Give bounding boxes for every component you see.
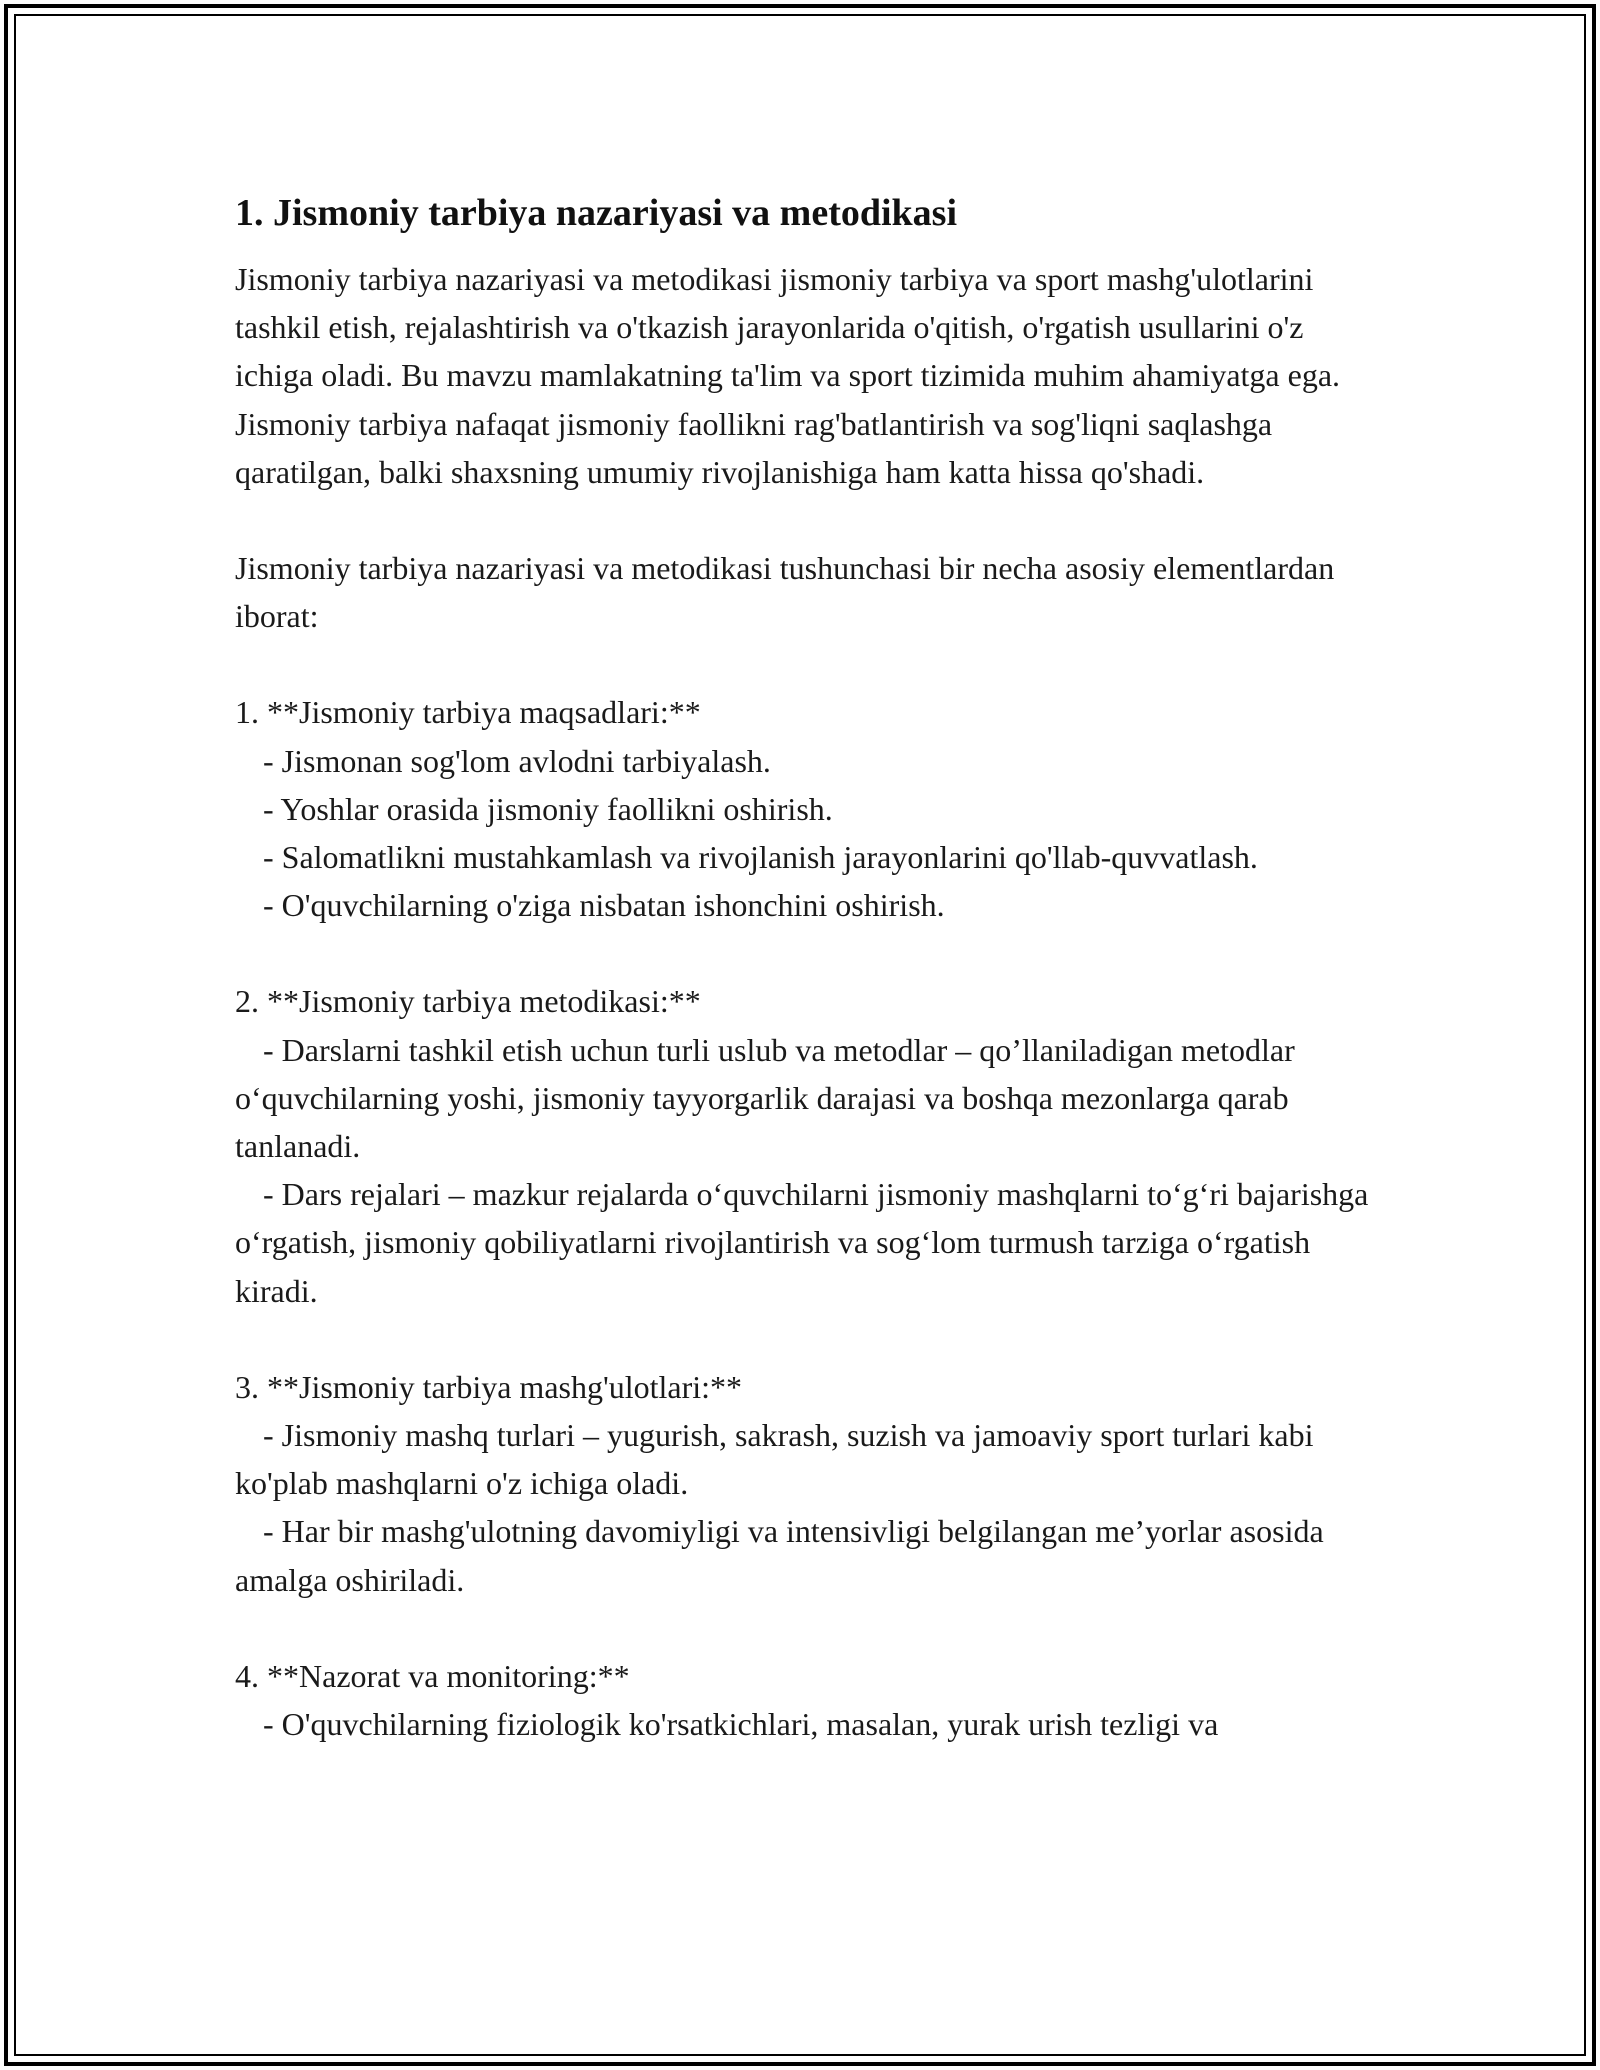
list-item: - O'quvchilarning fiziologik ko'rsatkichlari, masalan, yurak urish tezligi va bbox=[263, 1706, 1219, 1743]
section-goals bbox=[235, 688, 1375, 929]
elements-intro-paragraph: Jismoniy tarbiya nazariyasi va metodikasi tushunchasi bir necha asosiy elementlardan iborat: bbox=[235, 550, 1335, 635]
paragraph-spacer bbox=[235, 496, 1375, 544]
intro-paragraph: Jismoniy tarbiya nazariyasi va metodikasi jismoniy tarbiya va sport mashg'ulotlarini tashkil etish, rejalashtirish va o'tkazish jarayonlarida o'qitish, o'rgatish usullarini o'z ichiga oladi. Bu mavzu mamlakatning ta'lim va sport tizimida muhim ahamiyatga ega. Jismoniy tarbiya nafaqat jismoniy faollikni rag'batlantirish va sog'liqni saqlashga qaratilgan, balki shaxsning umumiy rivojlanishiga ham katta hissa qo'shadi. bbox=[235, 261, 1341, 490]
list-item: - Jismoniy mashq turlari – yugurish, sakrash, suzish va jamoaviy sport turlari kabi ko'plab mashqlarni o'z ichiga oladi. bbox=[235, 1417, 1314, 1502]
section-heading: 4. **Nazorat va monitoring:** bbox=[235, 1657, 630, 1694]
section-methodology bbox=[235, 977, 1375, 1314]
list-item: - Yoshlar orasida jismoniy faollikni oshirish. bbox=[263, 790, 833, 827]
list-item: - Jismonan sog'lom avlodni tarbiyalash. bbox=[263, 742, 771, 779]
list-item: - Har bir mashg'ulotning davomiyligi va intensivligi belgilangan me’yorlar asosida amalga oshiriladi. bbox=[235, 1513, 1324, 1598]
paragraph-spacer bbox=[235, 640, 1375, 688]
list-item: - Dars rejalari – mazkur rejalarda o‘quvchilarni jismoniy mashqlarni to‘g‘ri bajarishga o‘rgatish, jismoniy qobiliyatlarni rivojlantirish va sog‘lom turmush tarziga o‘rgatish kiradi. bbox=[235, 1176, 1369, 1309]
list-item: - O'quvchilarning o'ziga nisbatan ishonchini oshirish. bbox=[263, 887, 945, 924]
section-exercises bbox=[235, 1363, 1375, 1604]
paragraph-spacer bbox=[235, 929, 1375, 977]
paragraph-spacer bbox=[235, 1315, 1375, 1363]
document-body bbox=[235, 185, 1375, 1748]
page-title: 1. Jismoniy tarbiya nazariyasi va metodikasi bbox=[235, 192, 958, 234]
list-item: - Darslarni tashkil etish uchun turli uslub va metodlar – qo’llaniladigan metodlar o‘quvchilarning yoshi, jismoniy tayyorgarlik darajasi va boshqa mezonlarga qarab tanlanadi. bbox=[235, 1031, 1295, 1165]
section-monitoring bbox=[235, 1652, 1375, 1748]
list-item: - Salomatlikni mustahkamlash va rivojlanish jarayonlarini qo'llab-quvvatlash. bbox=[263, 839, 1258, 876]
section-heading: 1. **Jismoniy tarbiya maqsadlari:** bbox=[235, 694, 701, 731]
section-heading: 3. **Jismoniy tarbiya mashg'ulotlari:** bbox=[235, 1368, 743, 1405]
paragraph-spacer bbox=[235, 1604, 1375, 1652]
section-heading: 2. **Jismoniy tarbiya metodikasi:** bbox=[235, 983, 701, 1020]
